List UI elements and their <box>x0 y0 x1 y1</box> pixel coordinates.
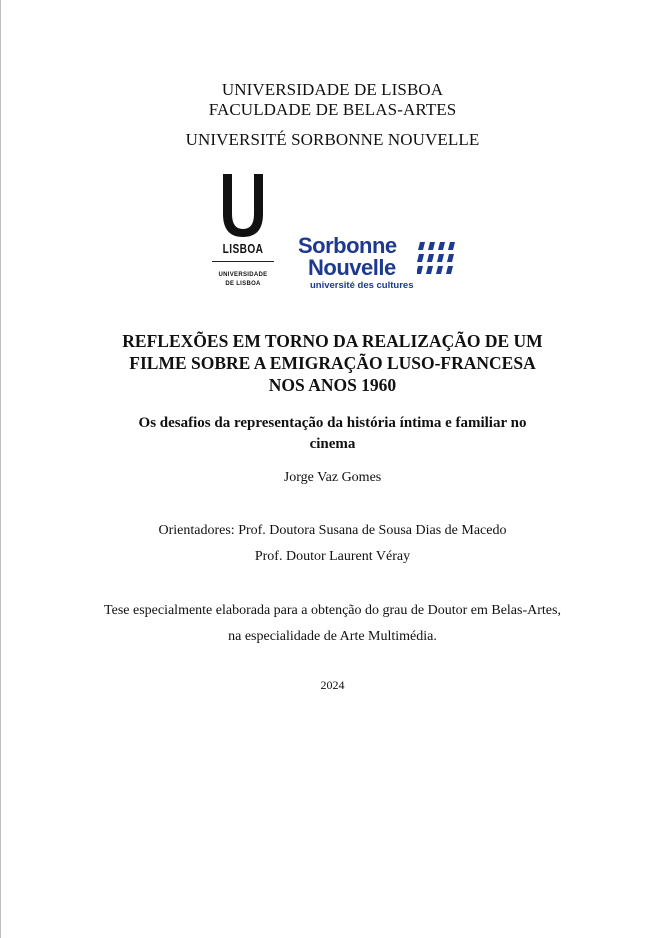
thesis-title-line-3: NOS ANOS 1960 <box>268 375 397 395</box>
nouvelle-wordmark: Nouvelle <box>308 255 396 280</box>
institution-line-1: UNIVERSIDADE DE LISBOA <box>221 80 444 99</box>
sorbonne-tagline: université des cultures <box>310 280 414 291</box>
institution-line-2: FACULDADE DE BELAS-ARTES <box>208 100 457 119</box>
ulisboa-wordmark: LISBOA <box>222 241 264 256</box>
sorbonne-nouvelle-logo <box>298 235 458 295</box>
ulisboa-logo <box>210 172 280 292</box>
advisors-line-1: Orientadores: Prof. Doutora Susana de Sousa Dias de Macedo <box>158 523 507 538</box>
thesis-year: 2024 <box>320 678 345 692</box>
ulisboa-u-mark <box>210 172 276 238</box>
thesis-subtitle-line-2: cinema <box>309 436 356 452</box>
thesis-title-line-2: FILME SOBRE A EMIGRAÇÃO LUSO-FRANCESA <box>129 353 536 373</box>
thesis-subtitle-line-1: Os desafios da representação da história íntima e familiar no <box>138 415 527 431</box>
author-name: Jorge Vaz Gomes <box>283 470 382 485</box>
thesis-title-line-1: REFLEXÕES EM TORNO DA REALIZAÇÃO DE UM <box>122 331 543 351</box>
institution-line-3: UNIVERSITÉ SORBONNE NOUVELLE <box>185 130 480 149</box>
sorbonne-bars-icon <box>417 242 455 276</box>
ulisboa-divider <box>212 261 274 262</box>
advisors-line-2: Prof. Doutor Laurent Véray <box>254 549 411 564</box>
purpose-line-2: na especialidade de Arte Multimédia. <box>228 629 437 644</box>
purpose-line-1: Tese especialmente elaborada para a obtenção do grau de Doutor em Belas-Artes, <box>104 603 561 618</box>
ulisboa-subline-2: DE LISBOA <box>225 281 261 287</box>
ulisboa-subline-1: UNIVERSIDADE <box>218 272 268 278</box>
sorbonne-wordmark: Sorbonne <box>298 233 397 258</box>
